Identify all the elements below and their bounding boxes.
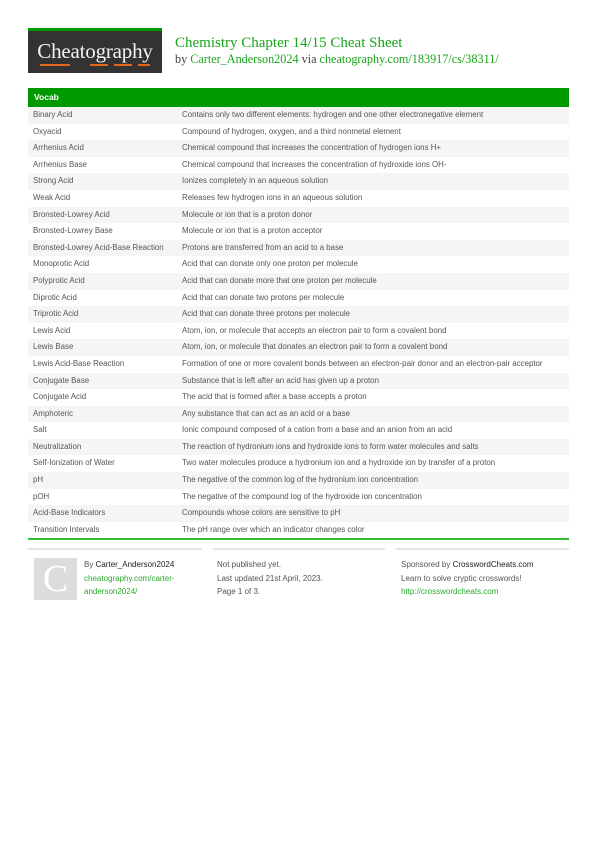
definition: Chemical compound that increases the concentration of hydroxide ions OH- — [182, 159, 447, 169]
byline — [175, 52, 499, 67]
table-row — [28, 373, 569, 390]
title-block — [175, 35, 499, 67]
author-profile-link-cont[interactable]: anderson2024/ — [84, 587, 138, 596]
page-number: Page 1 of 3. — [217, 587, 261, 596]
term: Bronsted-Lowrey Acid-Base Reaction — [33, 242, 164, 252]
avatar[interactable]: C — [34, 558, 77, 600]
sponsor-tagline: Learn to solve cryptic crosswords! — [401, 573, 522, 583]
section-header: Vocab — [28, 88, 569, 107]
definition: The reaction of hydronium ions and hydroxide ions to form water molecules and salts — [182, 441, 479, 451]
vocab-section — [28, 88, 569, 540]
definition: Two water molecules produce a hydronium ion and a hydroxide ion by transfer of a proton — [182, 458, 496, 468]
definition: Molecule or ion that is a proton acceptor — [182, 226, 323, 236]
table-row — [28, 406, 569, 423]
table-row — [28, 290, 569, 307]
definition: The negative of the compound log of the hydroxide ion concentration — [182, 491, 422, 501]
footer-sponsor — [396, 548, 569, 608]
term: Transition Intervals — [33, 524, 100, 534]
definition: The negative of the common log of the hydronium ion concentration — [182, 475, 418, 485]
definition: Protons are transferred from an acid to a base — [182, 242, 344, 252]
by-label: By — [84, 560, 94, 569]
definition: Atom, ion, or molecule that accepts an electron pair to form a covalent bond — [182, 325, 447, 335]
table-row — [28, 157, 569, 174]
table-row — [28, 389, 569, 406]
term: Conjugate Acid — [33, 392, 87, 402]
table-row — [28, 306, 569, 323]
definition: The acid that is formed after a base accepts a proton — [182, 392, 367, 402]
definition: Any substance that can act as an acid or a base — [182, 408, 350, 418]
definition: Acid that can donate only one proton per molecule — [182, 259, 358, 269]
footer — [28, 548, 569, 608]
term: Lewis Acid-Base Reaction — [33, 358, 125, 368]
author-link[interactable]: Carter_Anderson2024 — [190, 52, 299, 66]
author-profile-link[interactable]: cheatography.com/carter- — [84, 573, 175, 583]
term: Triprotic Acid — [33, 309, 79, 319]
definition: Compounds whose colors are sensitive to pH — [182, 508, 341, 518]
cheatography-logo[interactable] — [28, 28, 162, 73]
table-row — [28, 223, 569, 240]
term: Neutralization — [33, 441, 82, 451]
term: Self-Ionization of Water — [33, 458, 115, 468]
term: Salt — [33, 425, 47, 435]
definition: Contains only two different elements: hydrogen and one other electronegative element — [182, 110, 484, 119]
term: Bronsted-Lowrey Base — [33, 226, 113, 236]
sponsor-label: Sponsored by — [401, 560, 451, 569]
table-row — [28, 339, 569, 356]
table-row — [28, 107, 569, 124]
logo-underline — [114, 64, 132, 66]
term: Oxyacid — [33, 126, 62, 136]
definition: Acid that can donate more that one proton per molecule — [182, 275, 377, 285]
term: Diprotic Acid — [33, 292, 77, 302]
table-row — [28, 273, 569, 290]
term: Conjugate Base — [33, 375, 90, 385]
table-row — [28, 140, 569, 157]
author-name[interactable]: Carter_Anderson2024 — [95, 560, 175, 569]
table-row — [28, 124, 569, 141]
term: Acid-Base Indicators — [33, 508, 106, 518]
table-row — [28, 173, 569, 190]
table-row — [28, 190, 569, 207]
definition: Ionic compound composed of a cation from a base and an anion from an acid — [182, 425, 453, 435]
logo-underline — [138, 64, 150, 66]
term: Polyprotic Acid — [33, 275, 85, 285]
table-row — [28, 455, 569, 472]
term: Weak Acid — [33, 192, 71, 202]
footer-author — [28, 548, 202, 608]
term: Monoprotic Acid — [33, 259, 90, 269]
definition: Ionizes completely in an aqueous solution — [182, 176, 329, 186]
logo-text: Cheatography — [37, 39, 153, 63]
term: Arrhenius Base — [33, 159, 87, 169]
logo-underline — [40, 64, 70, 66]
last-updated: Last updated 21st April, 2023. — [217, 573, 323, 583]
definition: Molecule or ion that is a proton donor — [182, 209, 313, 219]
term: Strong Acid — [33, 176, 74, 186]
term: Binary Acid — [33, 110, 73, 119]
sponsor-name[interactable]: CrosswordCheats.com — [452, 560, 534, 569]
definition: Acid that can donate three protons per molecule — [182, 309, 350, 319]
via-label: via — [301, 52, 317, 66]
term: pH — [33, 475, 44, 485]
table-row — [28, 489, 569, 506]
section-bottom-border — [28, 538, 569, 540]
table-row — [28, 240, 569, 257]
definition: Releases few hydrogen ions in an aqueous solution — [182, 192, 363, 202]
definition: Substance that is left after an acid has given up a proton — [182, 375, 379, 385]
term: pOH — [33, 491, 50, 501]
definition: Atom, ion, or molecule that donates an electron pair to form a covalent bond — [182, 342, 448, 352]
definition: Formation of one or more covalent bonds between an electron-pair donor and an electron-pair acceptor — [182, 358, 543, 368]
sponsor-info — [401, 558, 534, 599]
table-row — [28, 356, 569, 373]
meta-info — [217, 558, 323, 599]
term: Bronsted-Lowrey Acid — [33, 209, 110, 219]
term: Arrhenius Acid — [33, 143, 84, 153]
table-row — [28, 422, 569, 439]
table-row — [28, 472, 569, 489]
table-row — [28, 256, 569, 273]
table-row — [28, 439, 569, 456]
definition: Acid that can donate two protons per molecule — [182, 292, 345, 302]
definition: Chemical compound that increases the concentration of hydrogen ions H+ — [182, 143, 442, 153]
by-label: by — [175, 52, 188, 66]
table-row — [28, 323, 569, 340]
table-row — [28, 522, 569, 539]
publish-status: Not published yet. — [217, 560, 282, 569]
vocab-table — [28, 107, 569, 538]
definition: The pH range over which an indicator changes color — [182, 524, 365, 534]
author-info — [84, 558, 175, 599]
table-row — [28, 207, 569, 224]
sheet-url-link[interactable]: cheatography.com/183917/cs/38311/ — [319, 52, 499, 66]
page-title: Chemistry Chapter 14/15 Cheat Sheet — [175, 35, 403, 51]
term: Lewis Acid — [33, 325, 71, 335]
sponsor-link[interactable]: http://crosswordcheats.com — [401, 587, 499, 596]
definition: Compound of hydrogen, oxygen, and a third nonmetal element — [182, 126, 401, 136]
term: Lewis Base — [33, 342, 74, 352]
logo-underline — [90, 64, 108, 66]
footer-meta — [213, 548, 385, 608]
table-row — [28, 505, 569, 522]
term: Amphoteric — [33, 408, 73, 418]
